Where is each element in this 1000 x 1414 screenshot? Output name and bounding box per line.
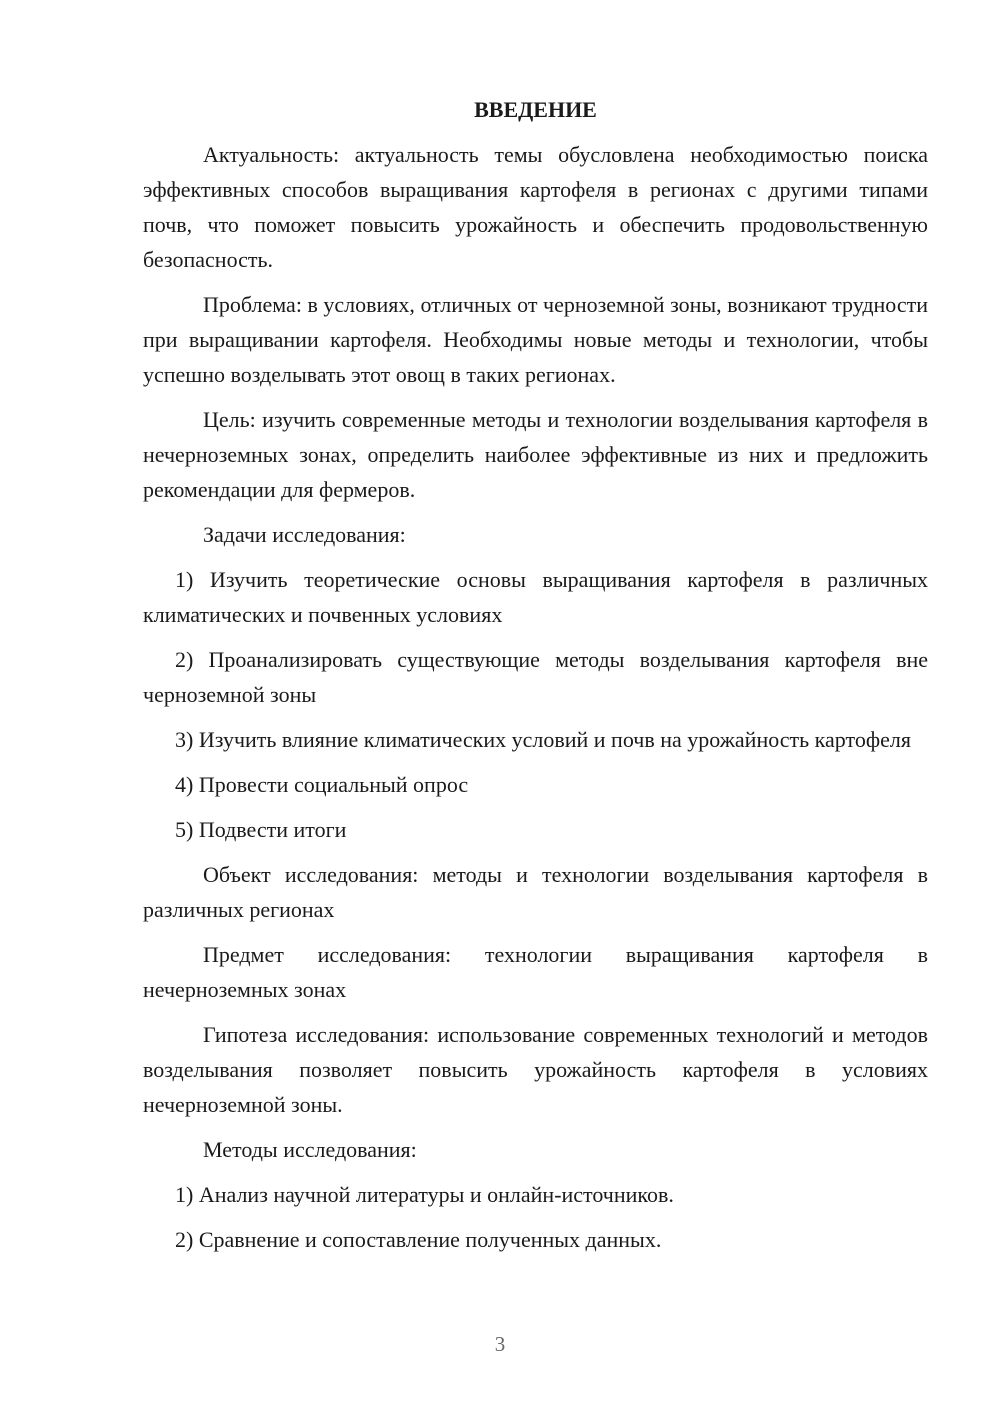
relevance-paragraph: Актуальность: актуальность темы обусловлена необходимостью поиска эффективных способов выращивания картофеля в регионах с другими типами почв, что поможет повысить урожайность и обеспечить продовольственную безопасность. — [143, 142, 928, 272]
task-item: 4) Провести социальный опрос — [175, 772, 469, 797]
hypothesis-paragraph: Гипотеза исследования: использование современных технологий и методов возделывания позволяет повысить урожайность картофеля в условиях нечерноземной зоны. — [143, 1022, 928, 1117]
document-page — [143, 92, 928, 1267]
task-item: 1) Изучить теоретические основы выращивания картофеля в различных климатических и почвенных условиях — [143, 567, 928, 627]
tasks-title: Задачи исследования: — [203, 522, 406, 547]
methods-title: Методы исследования: — [203, 1137, 417, 1162]
task-item: 2) Проанализировать существующие методы возделывания картофеля вне черноземной зоны — [143, 647, 928, 707]
object-paragraph: Объект исследования: методы и технологии возделывания картофеля в различных регионах — [143, 862, 928, 922]
problem-paragraph: Проблема: в условиях, отличных от черноземной зоны, возникают трудности при выращивании картофеля. Необходимы новые методы и технологии, чтобы успешно возделывать этот овощ в таких регионах. — [143, 292, 928, 387]
task-item: 3) Изучить влияние климатических условий и почв на урожайность картофеля — [175, 727, 911, 752]
section-heading: ВВЕДЕНИЕ — [474, 97, 597, 122]
goal-paragraph: Цель: изучить современные методы и технологии возделывания картофеля в нечерноземных зонах, определить наиболее эффективные из них и предложить рекомендации для фермеров. — [143, 407, 928, 502]
page-number: 3 — [494, 1332, 506, 1356]
subject-paragraph: Предмет исследования: технологии выращивания картофеля в нечерноземных зонах — [143, 942, 928, 1002]
task-item: 5) Подвести итоги — [175, 817, 347, 842]
method-item: 2) Сравнение и сопоставление полученных данных. — [175, 1227, 662, 1252]
method-item: 1) Анализ научной литературы и онлайн-источников. — [175, 1182, 674, 1207]
